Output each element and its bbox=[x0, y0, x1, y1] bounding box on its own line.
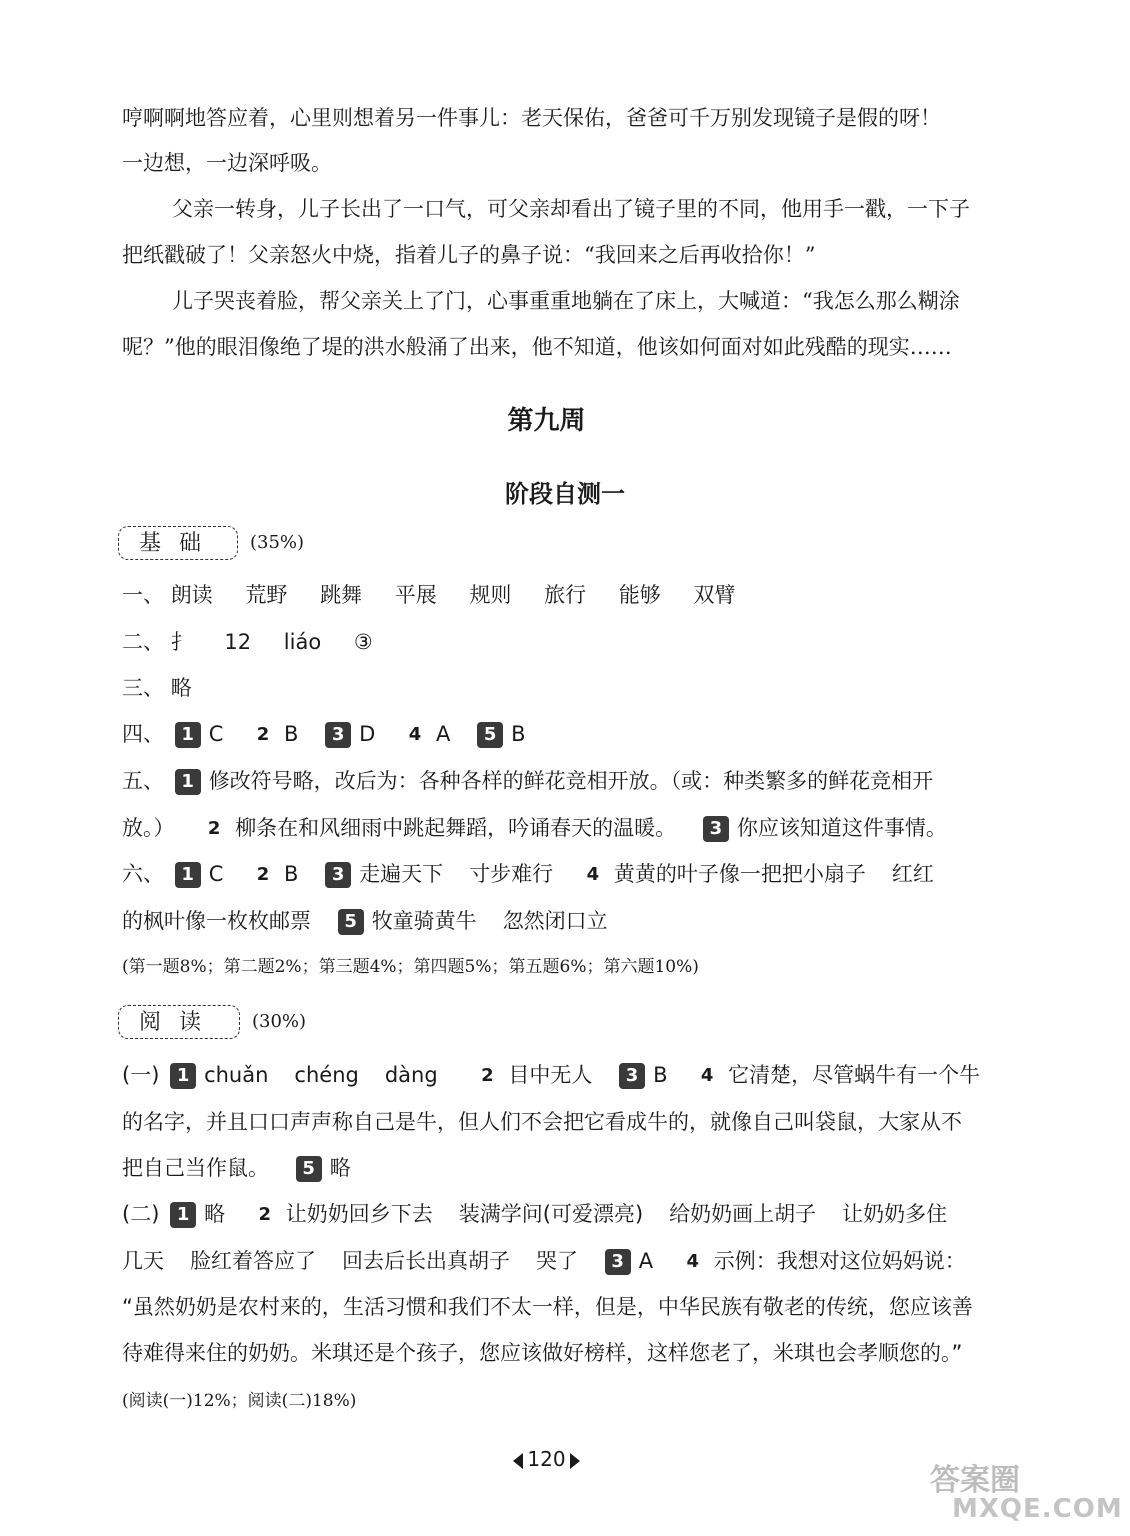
number-label: 4 bbox=[686, 1251, 700, 1272]
q2-choice: ③ bbox=[353, 630, 373, 654]
story-line-4: 把纸戳破了！父亲怒火中烧，指着儿子的鼻子说：“我回来之后再收拾你！” bbox=[122, 243, 816, 267]
number-badge: 3 bbox=[325, 722, 351, 748]
basics-score-note: (第一题8%；第二题2%；第三题4%；第四题5%；第五题6%；第六题10%) bbox=[122, 957, 699, 977]
number-label: 4 bbox=[586, 864, 600, 885]
number-label: 2 bbox=[256, 724, 270, 745]
p2-answer-2b: 哭了 bbox=[536, 1249, 578, 1273]
q2-label: 二、 bbox=[122, 630, 164, 654]
q3-label: 三、 bbox=[122, 676, 164, 700]
number-badge: 3 bbox=[619, 1063, 645, 1089]
basics-tag: 基础 bbox=[118, 526, 238, 560]
basics-q5-line2 bbox=[122, 813, 947, 843]
q1-label: 一、 bbox=[122, 583, 164, 607]
q3-text: 略 bbox=[170, 676, 192, 700]
number-label: 2 bbox=[258, 1204, 272, 1225]
q5-answer-3: 你应该知道这件事情。 bbox=[736, 816, 947, 840]
p1-answer-4a: 它清楚，尽管蜗牛有一个牛 bbox=[728, 1063, 981, 1087]
number-badge: 3 bbox=[605, 1249, 631, 1275]
number-label: 2 bbox=[256, 864, 270, 885]
test-heading: 阶段自测一 bbox=[505, 480, 625, 508]
watermark-url: MXQE.COM bbox=[952, 1494, 1123, 1524]
watermark-logo-text: 答案圈 bbox=[930, 1463, 1020, 1498]
page-number-text: 120 bbox=[527, 1447, 566, 1471]
p2-answer-2: 让奶奶回乡下去 bbox=[285, 1202, 433, 1226]
number-badge: 5 bbox=[338, 909, 364, 935]
story-line-5: 儿子哭丧着脸，帮父亲关上了门，心事重重地躺在了床上，大喊道：“我怎么那么糊涂 bbox=[172, 289, 960, 313]
q5-answer-2: 柳条在和风细雨中跳起舞蹈，吟诵春天的温暖。 bbox=[235, 816, 677, 840]
q6-answer-3b: 寸步难行 bbox=[469, 862, 554, 886]
p1-answer-3: B bbox=[653, 1063, 668, 1087]
number-label: 4 bbox=[408, 724, 422, 745]
p2-answer-2: 给奶奶画上胡子 bbox=[669, 1202, 817, 1226]
p2-label: (二) bbox=[122, 1202, 160, 1226]
q6-answer-2: B bbox=[284, 862, 299, 886]
reading-p1-line2: 的名字，并且口口声声称自己是牛，但人们不会把它看成牛的，就像自己叫袋鼠，大家从不 bbox=[122, 1110, 962, 1134]
p1-answer-4c: 把自己当作鼠。 bbox=[122, 1156, 269, 1180]
q5-answer-1: 修改符号略，改后为：各种各样的鲜花竞相开放。（或：种类繁多的鲜花竞相开 bbox=[208, 769, 934, 793]
q6-answer-5b: 忽然闭口立 bbox=[502, 909, 608, 933]
p2-answer-2: 装满学问(可爱漂亮) bbox=[458, 1202, 644, 1226]
story-line-2: 一边想，一边深呼吸。 bbox=[122, 151, 332, 175]
reading-tag: 阅读 bbox=[118, 1005, 240, 1039]
q2-strokes: 12 bbox=[224, 630, 252, 654]
p2-answer-3: A bbox=[638, 1249, 654, 1273]
q6-answer-4b: 红红 bbox=[891, 862, 934, 886]
q6-answer-1: C bbox=[208, 862, 224, 886]
basics-q5-line1 bbox=[122, 766, 933, 796]
p2-answer-2b: 脸红着答应了 bbox=[190, 1249, 316, 1273]
reading-p2-line1 bbox=[122, 1199, 947, 1229]
number-label: 2 bbox=[207, 818, 221, 839]
basics-q4 bbox=[122, 719, 526, 749]
basics-q1 bbox=[122, 580, 736, 610]
q6-answer-4a: 黄黄的叶子像一把把小扇子 bbox=[613, 862, 866, 886]
p2-answer-2b: 回去后长出真胡子 bbox=[342, 1249, 510, 1273]
p1-pinyin: chuǎn bbox=[204, 1063, 269, 1087]
q1-word: 朗读 bbox=[170, 583, 213, 607]
reading-p2-line2 bbox=[122, 1246, 966, 1276]
story-line-6: 呢？”他的眼泪像绝了堤的洪水般涌了出来，他不知道，他该如何面对如此残酷的现实…… bbox=[122, 335, 952, 359]
right-arrow-icon bbox=[570, 1453, 580, 1469]
number-badge: 3 bbox=[325, 862, 351, 888]
reading-p2-line4: 待难得来住的奶奶。米琪还是个孩子，您应该做好榜样，这样您老了，米琪也会孝顺您的。” bbox=[122, 1341, 963, 1365]
q4-answer: B bbox=[284, 722, 299, 746]
basics-q6-line2 bbox=[122, 906, 608, 936]
q6-label: 六、 bbox=[122, 862, 164, 886]
week-heading: 第九周 bbox=[507, 406, 586, 436]
q5-label: 五、 bbox=[122, 769, 164, 793]
q5-answer-1-end: 放。） bbox=[122, 816, 175, 840]
q2-pinyin: liáo bbox=[283, 630, 322, 654]
story-line-1: 哼啊啊地答应着，心里则想着另一件事儿：老天保佑，爸爸可千万别发现镜子是假的呀！ bbox=[122, 106, 941, 130]
number-badge: 3 bbox=[703, 816, 729, 842]
reading-p1-line3 bbox=[122, 1153, 351, 1183]
q1-word: 规则 bbox=[469, 583, 512, 607]
number-badge: 5 bbox=[477, 722, 503, 748]
p2-answer-4a: 示例：我想对这位妈妈说： bbox=[713, 1249, 966, 1273]
p1-pinyin: dàng bbox=[384, 1063, 438, 1087]
reading-p1-line1 bbox=[122, 1060, 980, 1090]
q4-answer: A bbox=[436, 722, 451, 746]
number-badge: 1 bbox=[170, 1202, 196, 1228]
q4-label: 四、 bbox=[122, 722, 164, 746]
number-badge: 1 bbox=[175, 722, 201, 748]
p1-label: (一) bbox=[122, 1063, 160, 1087]
basics-percent: (35%) bbox=[250, 532, 305, 553]
q6-answer-3a: 走遍天下 bbox=[359, 862, 444, 886]
basics-q6-line1 bbox=[122, 859, 934, 889]
q1-word: 荒野 bbox=[245, 583, 288, 607]
story-line-3: 父亲一转身，儿子长出了一口气，可父亲却看出了镜子里的不同，他用手一戳，一下子 bbox=[172, 197, 970, 221]
q1-word: 旅行 bbox=[544, 583, 587, 607]
number-badge: 1 bbox=[175, 862, 201, 888]
number-badge: 5 bbox=[296, 1156, 322, 1182]
p2-answer-2b: 几天 bbox=[122, 1249, 164, 1273]
q4-answer: C bbox=[208, 722, 224, 746]
q2-radical: 扌 bbox=[170, 630, 192, 654]
basics-q3 bbox=[122, 673, 192, 703]
left-arrow-icon bbox=[513, 1453, 523, 1469]
p2-answer-1: 略 bbox=[204, 1202, 226, 1226]
p2-answer-2: 让奶奶多住 bbox=[842, 1202, 948, 1226]
q6-answer-4c: 的枫叶像一枚枚邮票 bbox=[122, 909, 311, 933]
p1-answer-5: 略 bbox=[329, 1156, 351, 1180]
reading-score-note: (阅读(一)12%；阅读(二)18%) bbox=[122, 1391, 357, 1411]
number-badge: 1 bbox=[175, 769, 201, 795]
number-badge: 1 bbox=[170, 1063, 196, 1089]
q1-word: 能够 bbox=[618, 583, 661, 607]
reading-percent: (30%) bbox=[252, 1011, 307, 1032]
number-label: 2 bbox=[481, 1065, 494, 1086]
number-label: 4 bbox=[700, 1065, 714, 1086]
q1-word: 跳舞 bbox=[320, 583, 363, 607]
q4-answer: D bbox=[359, 722, 376, 746]
q1-word: 双臂 bbox=[693, 583, 736, 607]
reading-p2-line3: “虽然奶奶是农村来的，生活习惯和我们不太一样，但是，中华民族有敬老的传统，您应该善 bbox=[122, 1295, 973, 1319]
q4-answer: B bbox=[511, 722, 526, 746]
p1-answer-2: 目中无人 bbox=[508, 1063, 593, 1087]
p1-pinyin: chéng bbox=[294, 1063, 359, 1087]
basics-q2 bbox=[122, 627, 373, 657]
q1-word: 平展 bbox=[394, 583, 437, 607]
q6-answer-5a: 牧童骑黄牛 bbox=[371, 909, 477, 933]
